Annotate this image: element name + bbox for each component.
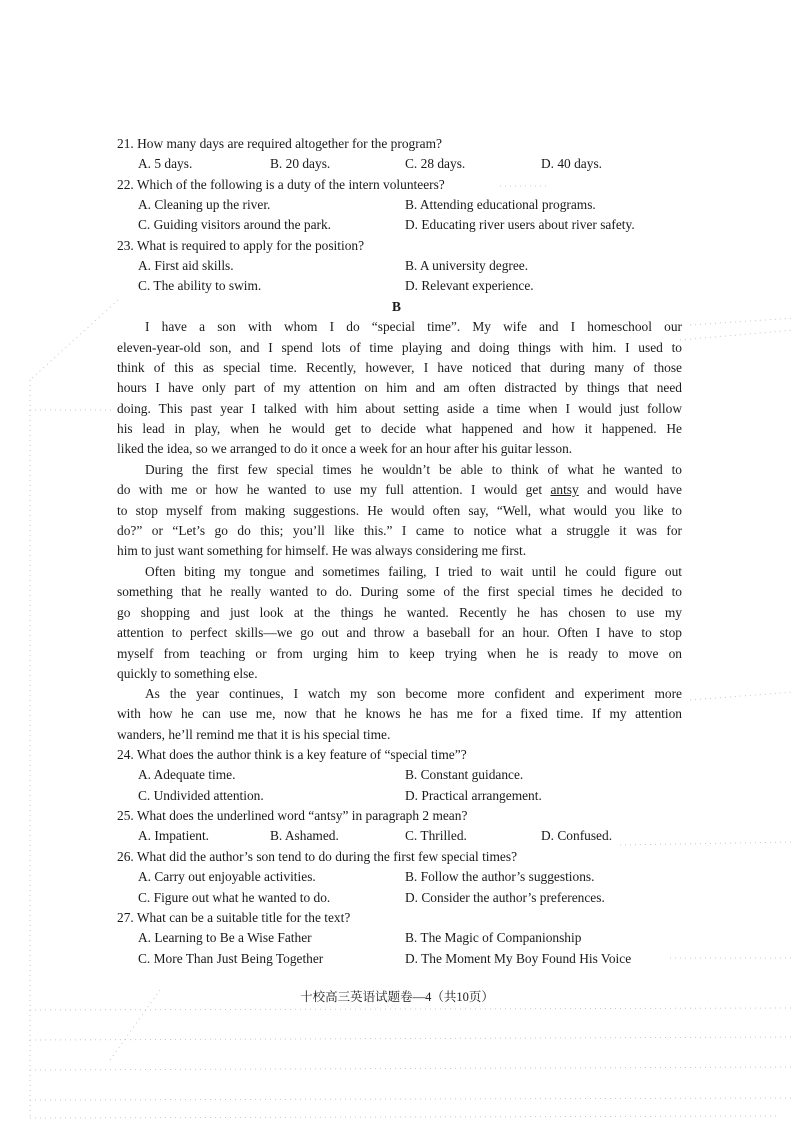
question-22-stem: 22. Which of the following is a duty of the intern volunteers?	[117, 177, 445, 192]
underlined-word-antsy: antsy	[550, 482, 579, 497]
passage-p3-line: attention to perfect skills—we go out and throw a baseball for an hour. Often I have to stop	[117, 625, 682, 640]
q21-option-a: A. 5 days.	[138, 156, 193, 171]
passage-p3-line: quickly to something else.	[117, 666, 258, 681]
passage-p2-line: do?” or “Let’s go do this; you’ll like this.” I came to notice what a struggle it was for	[117, 523, 682, 538]
passage-p4-line: with how he can use me, now that he knows he has me for a fixed time. If my attention	[117, 706, 682, 721]
question-25-stem: 25. What does the underlined word “antsy” in paragraph 2 mean?	[117, 808, 468, 823]
q23-option-d: D. Relevant experience.	[405, 278, 534, 293]
q26-option-d: D. Consider the author’s preferences.	[405, 890, 605, 905]
q23-option-a: A. First aid skills.	[138, 258, 234, 273]
question-23-stem: 23. What is required to apply for the position?	[117, 238, 365, 253]
passage-p2-line: During the first few special times he wouldn’t be able to think of what he wanted to	[145, 462, 682, 477]
q22-option-b: B. Attending educational programs.	[405, 197, 596, 212]
q22-option-a: A. Cleaning up the river.	[138, 197, 271, 212]
question-27-stem: 27. What can be a suitable title for the text?	[117, 910, 351, 925]
passage-p3-line: go shopping and just look at the things he wanted. Recently he has chosen to use my	[117, 605, 682, 620]
passage-p2-line: to stop myself from making suggestions. He would often say, “Well, what would you like to	[117, 503, 682, 518]
q22-option-c: C. Guiding visitors around the park.	[138, 217, 332, 232]
p2-text-before: do with me or how he wanted to use my full attention. I would get	[117, 482, 543, 497]
q24-option-a: A. Adequate time.	[138, 767, 236, 782]
question-21-stem: 21. How many days are required altogether for the program?	[117, 136, 442, 151]
passage-p1-line: liked the idea, so we arranged to do it once a week for an hour after his guitar lesson.	[117, 441, 573, 456]
passage-p1-line: think of this as special time. Recently, however, I have noticed that during many of those	[117, 360, 682, 375]
passage-p2-line: him to just want something for himself. He was always considering me first.	[117, 543, 527, 558]
q26-option-c: C. Figure out what he wanted to do.	[138, 890, 331, 905]
question-26-stem: 26. What did the author’s son tend to do during the first few special times?	[117, 849, 518, 864]
q27-option-a: A. Learning to Be a Wise Father	[138, 930, 312, 945]
passage-p1-line: hours I have only part of my attention on him and am often distracted by things that need	[117, 380, 682, 395]
q25-option-a: A. Impatient.	[138, 828, 210, 843]
passage-p2-line-with-underline	[117, 482, 682, 498]
passage-p1-line: I have a son with whom I do “special time”. My wife and I homeschool our	[145, 319, 682, 334]
passage-p4-line: As the year continues, I watch my son become more confident and experiment more	[145, 686, 682, 701]
q24-option-d: D. Practical arrangement.	[405, 788, 542, 803]
q26-option-b: B. Follow the author’s suggestions.	[405, 869, 595, 884]
q21-option-c: C. 28 days.	[405, 156, 466, 171]
q23-option-c: C. The ability to swim.	[138, 278, 262, 293]
q22-option-d: D. Educating river users about river safety.	[405, 217, 635, 232]
q24-option-b: B. Constant guidance.	[405, 767, 524, 782]
q21-option-b: B. 20 days.	[270, 156, 331, 171]
q21-option-d: D. 40 days.	[541, 156, 602, 171]
q25-option-b: B. Ashamed.	[270, 828, 339, 843]
passage-p3-line: Often biting my tongue and sometimes failing, I tried to wait until he could figure out	[145, 564, 682, 579]
q26-option-a: A. Carry out enjoyable activities.	[138, 869, 316, 884]
passage-p3-line: myself from teaching or from urging him to keep trying when he is ready to move on	[117, 646, 682, 661]
q25-option-d: D. Confused.	[541, 828, 613, 843]
section-b-heading: B	[392, 299, 401, 314]
page-footer: 十校高三英语试题卷—4（共10页）	[300, 990, 494, 1004]
q25-option-c: C. Thrilled.	[405, 828, 467, 843]
passage-p3-line: something that he really wanted to do. During some of the first special times he decided to	[117, 584, 682, 599]
q27-option-c: C. More Than Just Being Together	[138, 951, 324, 966]
q23-option-b: B. A university degree.	[405, 258, 529, 273]
passage-p1-line: eleven-year-old son, and I spend lots of time playing and doing things with him. I used to	[117, 340, 682, 355]
q27-option-d: D. The Moment My Boy Found His Voice	[405, 951, 632, 966]
passage-p4-line: wanders, he’ll remind me that it is his special time.	[117, 727, 391, 742]
question-24-stem: 24. What does the author think is a key feature of “special time”?	[117, 747, 467, 762]
p2-text-after: and would have	[587, 482, 682, 497]
q27-option-b: B. The Magic of Companionship	[405, 930, 582, 945]
passage-p1-line: his lead in play, when he would get to decide what happened and how it happened. He	[117, 421, 682, 436]
q24-option-c: C. Undivided attention.	[138, 788, 264, 803]
passage-p1-line: doing. This past year I talked with him about setting aside a time when I would just follow	[117, 401, 682, 416]
